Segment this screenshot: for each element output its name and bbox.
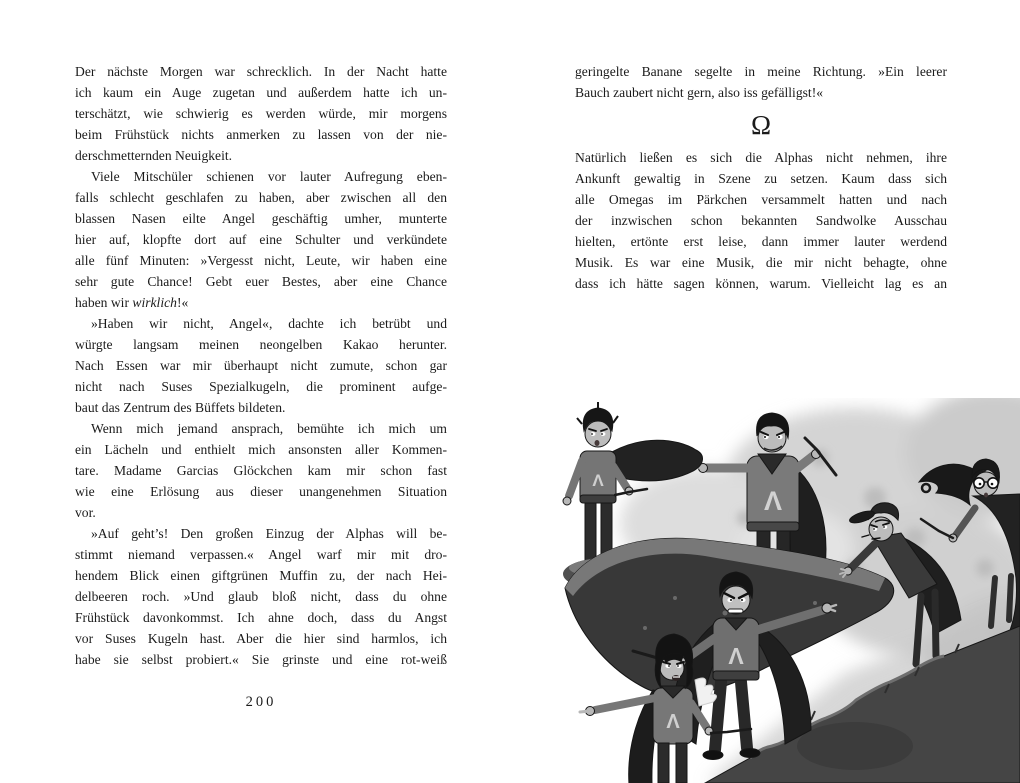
paragraph bbox=[75, 418, 447, 523]
left-page-text bbox=[75, 61, 447, 670]
text-line: »Auf geht’s! Den großen Einzug der Alphas will be- bbox=[91, 526, 447, 541]
page-number: 200 bbox=[245, 694, 277, 710]
text-line: vor Suses Kugeln hast. Aber die hier sind harmlos, ich bbox=[75, 631, 447, 646]
text-line: ich kaum ein Auge zugetan und außerdem hatte ich un- bbox=[75, 85, 447, 100]
emblem-letter: Λ bbox=[666, 711, 680, 733]
text-line: »Haben wir nicht, Angel«, dachte ich betrübt und bbox=[91, 316, 447, 331]
emblem-letter: Λ bbox=[728, 643, 744, 669]
text-line: Bauch zaubert nicht gern, also iss gefälligst!« bbox=[575, 85, 824, 100]
text-line: nicht nach Suses Spezialkugeln, die prominent aufge- bbox=[75, 379, 447, 394]
section-divider-omega: Ω bbox=[750, 109, 772, 140]
text-line: terschätzt, wie schwierig es werden würde, mir morgens bbox=[75, 106, 447, 121]
text-line: alle fünf Minuten: »Vergesst nicht, Leute, wir haben eine bbox=[75, 253, 447, 268]
text-line: Nach Essen war mir überhaupt nicht zumute, schon gar bbox=[75, 358, 447, 373]
text-line: Natürlich ließen es sich die Alphas nicht nehmen, ihre bbox=[575, 150, 947, 165]
text-line: dass ich hätte sagen können, warum. Vielleicht lag es an bbox=[575, 276, 947, 291]
text-line: wie eine Erlösung aus dieser unangenehmen Situation bbox=[75, 484, 447, 499]
alphas-illustration bbox=[555, 398, 1020, 783]
text-line: delbeeren roch. »Und glaub bloß nicht, dass du ohne bbox=[75, 589, 447, 604]
paragraph bbox=[575, 147, 947, 294]
text-line: der inzwischen schon bekannten Sandwolke Ausschau bbox=[575, 213, 947, 228]
text-line: Der nächste Morgen war schrecklich. In der Nacht hatte bbox=[75, 64, 447, 79]
paragraph bbox=[575, 61, 947, 103]
text-line: Ankunft gewaltig in Szene zu setzen. Kaum dass sich bbox=[575, 171, 947, 186]
paragraph bbox=[75, 523, 447, 670]
text-line: baut das Zentrum des Büffets bildeten. bbox=[75, 400, 286, 415]
text-line: hielten, ertönte erst leise, dann immer lauter werdend bbox=[575, 234, 947, 249]
text-line: habe sie selbst probiert.« Sie grinste und eine rot-weiß bbox=[75, 652, 447, 667]
text-line: haben wir wirklich!« bbox=[75, 295, 189, 310]
text-line: geringelte Banane segelte in meine Richtung. »Ein leerer bbox=[575, 64, 947, 79]
text-line: Viele Mitschüler schienen vor lauter Aufregung eben- bbox=[91, 169, 447, 184]
right-page-text bbox=[575, 61, 947, 294]
text-line: hier auf, klopfte dort auf eine Schulter und verkündete bbox=[75, 232, 447, 247]
text-line: blassen Nasen eilte Angel geschäftig umher, munterte bbox=[75, 211, 447, 226]
text-line: stimmt niemand verpassen.« Angel warf mir mit dro- bbox=[75, 547, 447, 562]
text-line: Musik. Es war eine Musik, die mir nicht behagte, ohne bbox=[575, 255, 947, 270]
paragraph bbox=[75, 166, 447, 313]
text-line: würgte langsam meinen neongelben Kakao herunter. bbox=[75, 337, 447, 352]
emblem-letter: Λ bbox=[763, 486, 783, 516]
emblem-letter: Λ bbox=[592, 471, 604, 490]
right-page-text-top bbox=[575, 61, 947, 103]
text-line: hendem Blick einen giftgrünen Muffin zu, der nach Hei- bbox=[75, 568, 447, 583]
text-line: beim Frühstück nichts anmerken zu lassen von der nie- bbox=[75, 127, 447, 142]
text-line: Wenn mich jemand ansprach, bemühte ich mich um bbox=[91, 421, 447, 436]
paragraph bbox=[75, 313, 447, 418]
text-line: sehr gute Chance! Gebt euer Bestes, aber eine Chance bbox=[75, 274, 447, 289]
text-line: alle Omegas im Pärkchen versammelt hatten und nach bbox=[575, 192, 947, 207]
text-line: Frühstück davonkommst. Ich ahne doch, dass du Angst bbox=[75, 610, 447, 625]
text-line: ein Lächeln und enthielt mich ansonsten aller Kommen- bbox=[75, 442, 447, 457]
paragraph bbox=[75, 61, 447, 166]
text-line: falls schlecht geschlafen zu haben, aber zwischen all den bbox=[75, 190, 447, 205]
right-page-text-bottom bbox=[575, 147, 947, 294]
text-line: vor. bbox=[75, 505, 96, 520]
text-line: tare. Madame Garcias Glöckchen kam mir schon fast bbox=[75, 463, 447, 478]
text-line: derschmetternden Neuigkeit. bbox=[75, 148, 233, 163]
